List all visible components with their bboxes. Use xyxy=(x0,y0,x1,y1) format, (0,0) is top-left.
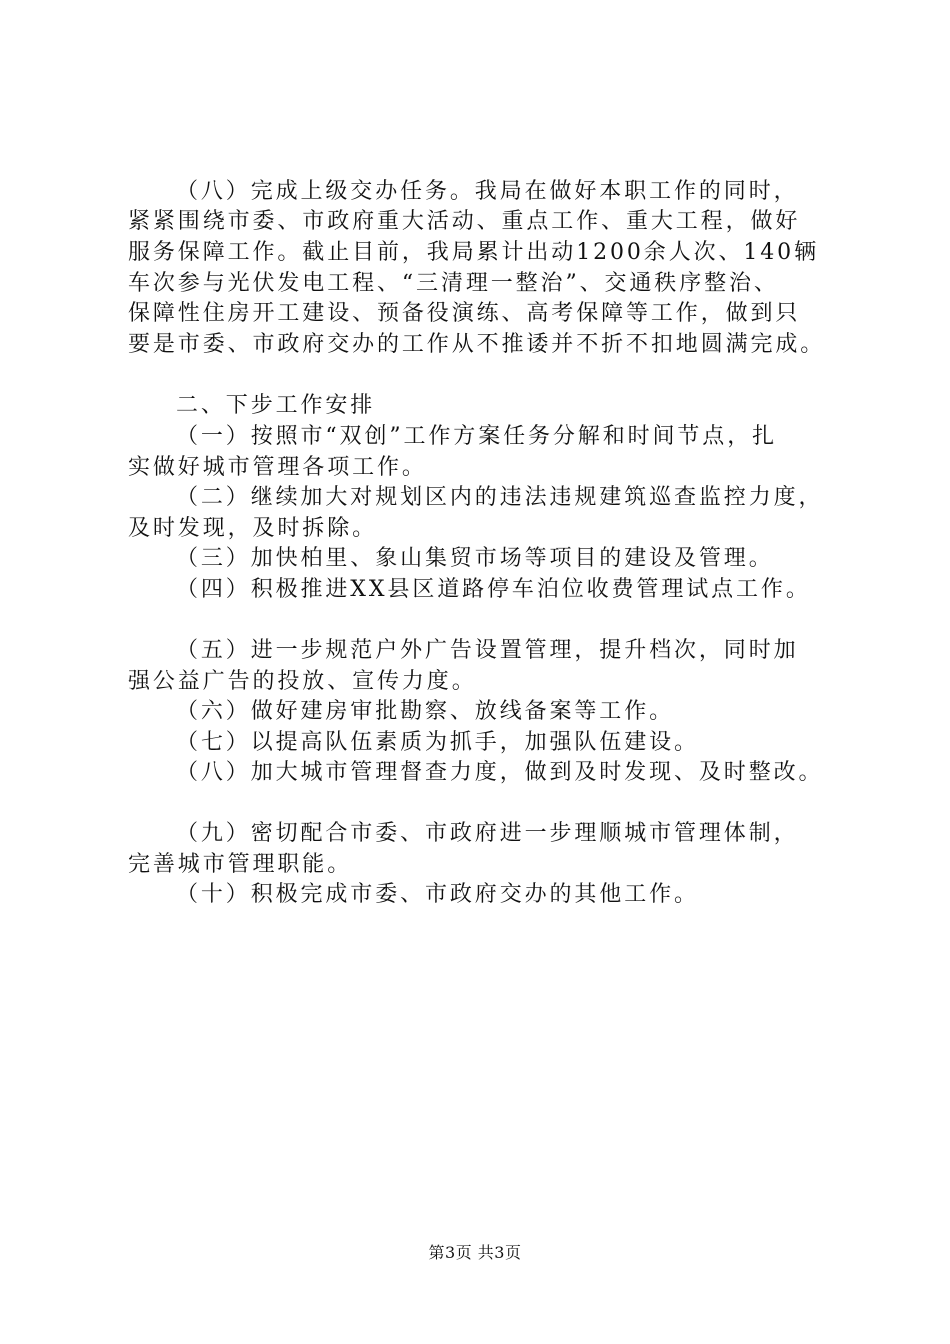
paragraph-text-line: 实做好城市管理各项工作。 xyxy=(128,455,427,480)
paragraph-text-line: 车次参与光伏发电工程、“三清理一整治”、交通秩序整治、 xyxy=(128,271,779,296)
paragraph-text-line: （二）继续加大对规划区内的违法违规建筑巡查监控力度， xyxy=(176,485,824,510)
paragraph-text-line: （三）加快柏里、象山集贸市场等项目的建设及管理。 xyxy=(176,546,774,571)
paragraph-text-line: 保障性住房开工建设、预备役演练、高考保障等工作，做到只 xyxy=(128,301,801,326)
paragraph-text-line: （一）按照市“双创”工作方案任务分解和时间节点，扎 xyxy=(176,424,777,449)
section-heading: 二、下步工作安排 xyxy=(176,393,376,418)
paragraph-text-line: 要是市委、市政府交办的工作从不推诿并不折不扣地圆满完成。 xyxy=(128,332,826,357)
paragraph-text-line: 完善城市管理职能。 xyxy=(128,852,353,877)
paragraph-text-line: 及时发现，及时拆除。 xyxy=(128,516,378,541)
page-number-footer: 第3页 共3页 xyxy=(428,1243,522,1262)
paragraph-text-line: （五）进一步规范户外广告设置管理，提升档次，同时加 xyxy=(176,638,799,663)
paragraph-text-line: 紧紧围绕市委、市政府重大活动、重点工作、重大工程，做好 xyxy=(128,209,801,234)
paragraph-text-line: 服务保障工作。截止目前，我局累计出动1200余人次、140辆 xyxy=(128,240,819,265)
paragraph-text-line: （四）积极推进XX县区道路停车泊位收费管理试点工作。 xyxy=(176,577,811,602)
paragraph-text-line: 强公益广告的投放、宣传力度。 xyxy=(128,669,477,694)
paragraph-text-line: （七）以提高队伍素质为抓手，加强队伍建设。 xyxy=(176,730,699,755)
paragraph-text-line: （六）做好建房审批勘察、放线备案等工作。 xyxy=(176,699,675,724)
paragraph-text-line: （八）加大城市管理督查力度，做到及时发现、及时整改。 xyxy=(176,760,824,785)
paragraph-text-line: （九）密切配合市委、市政府进一步理顺城市管理体制， xyxy=(176,821,799,846)
paragraph-text-line: （八）完成上级交办任务。我局在做好本职工作的同时， xyxy=(176,179,799,204)
paragraph-text-line: （十）积极完成市委、市政府交办的其他工作。 xyxy=(176,882,699,907)
